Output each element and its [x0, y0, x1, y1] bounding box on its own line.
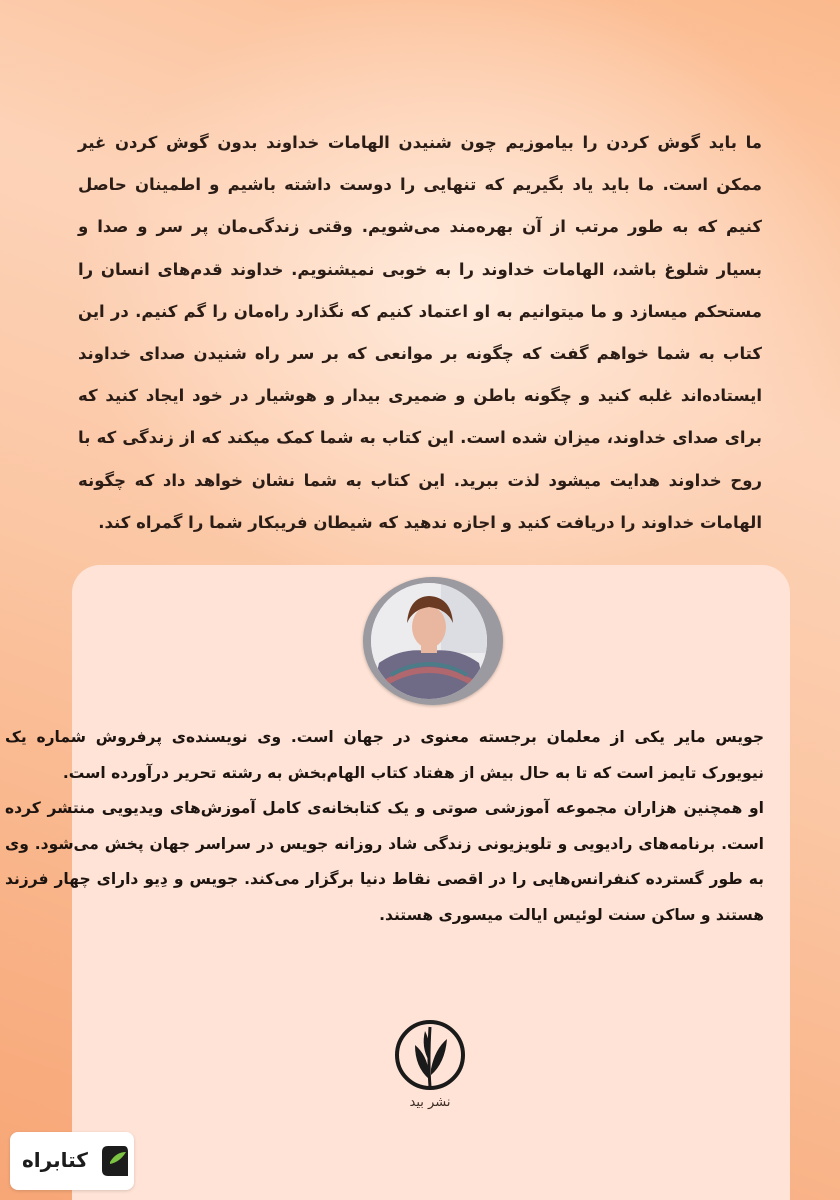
author-portrait [371, 583, 487, 699]
publisher-logo-icon [393, 1015, 467, 1095]
publisher-name: نشر بید [409, 1095, 451, 1110]
author-bio [0, 720, 764, 933]
description-paragraph: ما باید گوش کردن را بیاموزیم چون شنیدن الهامات خداوند بدون گوش کردن غیر ممکن است. ما باید یاد بگیریم که تنهایی را دوست داشته باشیم و اطمینان حاصل کنیم که به طور مرتب از آن بهره‌مند می‌شویم. وقتی زندگی‌مان پر سر و صدا و بسیار شلوغ باشد، الهامات خداوند را به خوبی نمیشنویم. خداوند قدم‌های انسان را مستحکم میسازد و ما میتوانیم به او اعتماد کنیم که نگذارد راه‌مان را گم کنیم. در این کتاب به شما خواهم گفت که چگونه بر موانعی که بر سر راه شنیدن صدای خداوند ایستاده‌اند غلبه کنید و چگونه باطن و ضمیری بیدار و هوشیار در خود ایجاد کنید که برای صدای خداوند، میزان شده است. این کتاب به شما کمک میکند که از زندگی که با روح خداوند هدایت میشود لذت ببرید. این کتاب به شما نشان خواهد داد که چگونه الهامات خداوند را دریافت کنید و اجازه ندهید که شیطان فریبکار شما را گمراه کند. [78, 133, 762, 532]
bio-paragraph-1: جویس مایر یکی از معلمان برجسته معنوی در جهان است. وی نویسنده‌ی پرفروش شماره یک نیویورک تایمز است که تا به حال بیش از هفتاد کتاب الهام‌بخش به رشته تحریر درآورده است. [5, 728, 764, 782]
watermark-label: کتابراه [22, 1148, 88, 1172]
watermark-badge [10, 1132, 134, 1190]
author-portrait-frame [363, 577, 503, 705]
back-cover-description [78, 122, 762, 544]
bio-paragraph-2: او همچنین هزاران مجموعه آموزشی صوتی و یک کتابخانه‌ی کامل آموزش‌های ویدیویی منتشر کرده است. برنامه‌های رادیویی و تلویزیونی زندگی شاد روزانه جویس در سراسر جهان پخش می‌شود. وی به طور گسترده کنفرانس‌هایی را در اقصی نقاط دنیا برگزار می‌کند. جویس و دِیو دارای چهار فرزند هستند و ساکن سنت لوئیس ایالت میسوری هستند. [5, 799, 764, 924]
kitabrah-logo-icon [96, 1142, 130, 1180]
